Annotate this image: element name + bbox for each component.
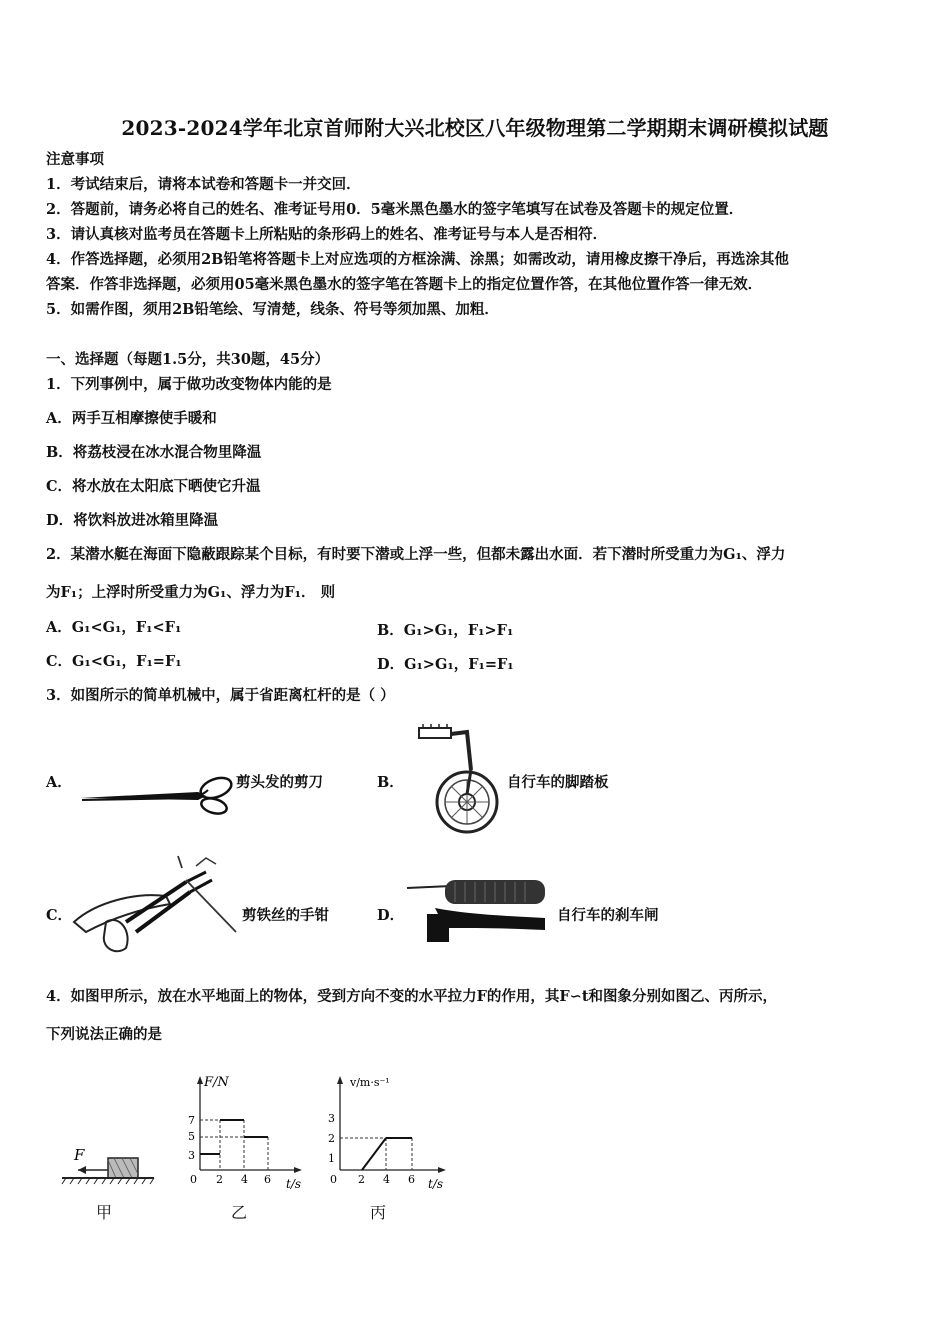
notice-item: 5．如需作图，须用2B铅笔绘、写清楚，线条、符号等须加黑、加粗． bbox=[46, 301, 499, 318]
graph-bing-ytick: 2 bbox=[328, 1132, 335, 1145]
force-label: F bbox=[74, 1146, 85, 1164]
graph-bing-xtick: 6 bbox=[408, 1173, 415, 1186]
q3-option-b-name: 自行车的脚踏板 bbox=[507, 774, 609, 791]
q3-option-c-name: 剪铁丝的手钳 bbox=[242, 907, 329, 924]
q3-option-c-label: C． bbox=[46, 907, 73, 924]
q2-stem-line1: 2．某潜水艇在海面下隐蔽跟踪某个目标，有时要下潜或上浮一些，但都未露出水面．若下潜时所受重力为G₁、浮力 bbox=[46, 546, 786, 563]
notice-item: 答案．作答非选择题，必须用05毫米黑色墨水的签字笔在答题卡上的指定位置作答，在其他位置作答一律无效． bbox=[46, 276, 763, 293]
q4-stem-line1: 4．如图甲所示，放在水平地面上的物体，受到方向不变的水平拉力F的作用，其F∽t和图象分别如图乙、丙所示， bbox=[46, 988, 778, 1005]
graph-yi-xtick: 0 bbox=[190, 1173, 197, 1186]
graph-bing-ytick: 1 bbox=[328, 1152, 335, 1165]
notice-item: 1．考试结束后，请将本试卷和答题卡一并交回． bbox=[46, 176, 361, 193]
graph-bing-ytick: 3 bbox=[328, 1112, 335, 1125]
notice-heading: 注意事项 bbox=[46, 151, 104, 168]
q1-option-d: D．将饮料放进冰箱里降温 bbox=[46, 512, 219, 529]
graph-yi-xtick: 2 bbox=[216, 1173, 223, 1186]
q2-option-b: B．G₁>G₁，F₁>F₁ bbox=[377, 622, 514, 639]
scissors-image bbox=[78, 770, 238, 818]
q2-option-a: A．G₁<G₁，F₁<F₁ bbox=[46, 619, 182, 636]
section-heading: 一、选择题（每题1.5分，共30题，45分） bbox=[46, 351, 330, 368]
graph-bing-xlabel: t/s bbox=[428, 1177, 444, 1191]
graph-bing-xtick: 0 bbox=[330, 1173, 337, 1186]
q1-stem: 1．下列事例中，属于做功改变物体内能的是 bbox=[46, 376, 332, 393]
graph-bing-xtick: 4 bbox=[383, 1173, 390, 1186]
graph-yi-xtick: 4 bbox=[241, 1173, 248, 1186]
graph-bing-xtick: 2 bbox=[358, 1173, 365, 1186]
q1-option-a: A．两手互相摩擦使手暖和 bbox=[46, 410, 217, 427]
q3-option-a-name: 剪头发的剪刀 bbox=[236, 774, 323, 791]
graph-bing-ylabel: v/m·s⁻¹ bbox=[350, 1076, 390, 1089]
q2-option-d: D．G₁>G₁，F₁=F₁ bbox=[377, 656, 514, 673]
bicycle-pedal-image bbox=[405, 722, 505, 840]
graph-yi bbox=[180, 1072, 310, 1194]
graph-yi-ytick: 3 bbox=[188, 1149, 195, 1162]
graph-yi-ytick: 7 bbox=[188, 1114, 195, 1127]
graph-yi-ytick: 5 bbox=[188, 1130, 195, 1143]
graph-bing bbox=[320, 1072, 456, 1194]
q3-option-b-label: B． bbox=[377, 774, 404, 791]
graph-yi-xlabel: t/s bbox=[286, 1177, 302, 1191]
q1-option-c: C．将水放在太阳底下晒使它升温 bbox=[46, 478, 261, 495]
q2-option-c: C．G₁<G₁，F₁=F₁ bbox=[46, 653, 182, 670]
q1-option-b: B．将荔枝浸在冰水混合物里降温 bbox=[46, 444, 262, 461]
brake-lever-image bbox=[405, 878, 553, 948]
q2-stem-line2: 为F₁；上浮时所受重力为G₁、浮力为F₁． 则 bbox=[46, 584, 336, 601]
pliers-image bbox=[66, 852, 242, 958]
q3-stem: 3．如图所示的简单机械中，属于省距离杠杆的是（ ） bbox=[46, 687, 395, 704]
q3-option-a-label: A． bbox=[46, 774, 72, 791]
caption-jia: 甲 bbox=[96, 1203, 113, 1222]
notice-item: 2．答题前，请务必将自己的姓名、准考证号用0．5毫米黑色墨水的签字笔填写在试卷及答题卡的规定位置． bbox=[46, 201, 744, 218]
q3-option-d-label: D． bbox=[377, 907, 405, 924]
graph-yi-ylabel: F/N bbox=[204, 1075, 229, 1090]
q4-stem-line2: 下列说法正确的是 bbox=[46, 1026, 162, 1043]
figure-jia bbox=[58, 1140, 158, 1192]
page-title: 2023-2024学年北京首师附大兴北校区八年级物理第二学期期末调研模拟试题 bbox=[121, 116, 829, 140]
caption-bing: 丙 bbox=[370, 1203, 387, 1222]
caption-yi: 乙 bbox=[231, 1203, 248, 1222]
notice-item: 4．作答选择题，必须用2B铅笔将答题卡上对应选项的方框涂满、涂黑；如需改动，请用橡皮擦干净后，再选涂其他 bbox=[46, 251, 789, 268]
notice-item: 3．请认真核对监考员在答题卡上所粘贴的条形码上的姓名、准考证号与本人是否相符． bbox=[46, 226, 608, 243]
q3-option-d-name: 自行车的刹车闸 bbox=[557, 907, 659, 924]
graph-yi-xtick: 6 bbox=[264, 1173, 271, 1186]
